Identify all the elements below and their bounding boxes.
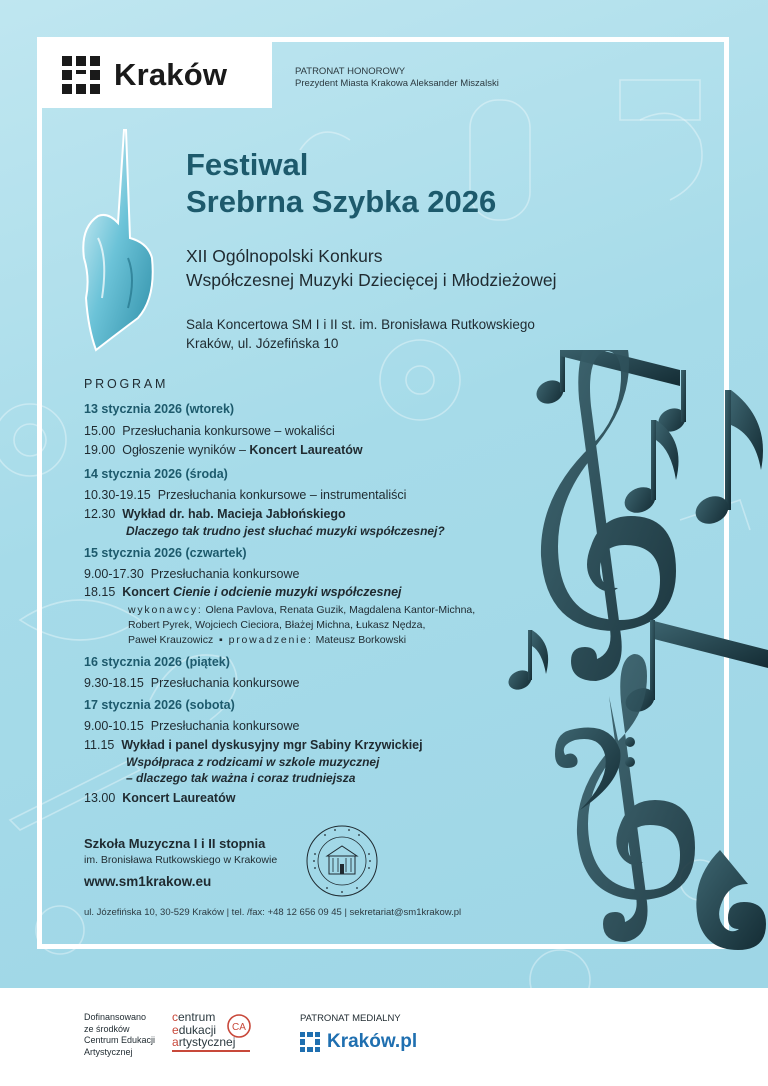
festival-subtitle [186, 244, 557, 292]
event-text: Przesłuchania konkursowe [150, 676, 300, 690]
day2-lecture-title: Dlaczego tak trudno jest słuchać muzyki współczesnej? [126, 524, 445, 538]
day3-performers [128, 603, 475, 618]
day2-event2 [84, 507, 346, 521]
cea-underline [172, 1050, 250, 1052]
event-time: 13.00 [84, 791, 116, 805]
funding-line: Centrum Edukacji [84, 1035, 156, 1045]
funding-line: ze środków [84, 1023, 130, 1034]
event-text: Przesłuchania konkursowe [150, 719, 300, 733]
violin-glass-icon [78, 128, 158, 356]
event-bold: Wykład dr. hab. Macieja Jabłońskiego [122, 507, 346, 521]
event-time: 15.00 [84, 424, 116, 438]
day5-event2 [84, 738, 423, 752]
event-text: Przesłuchania konkursowe – wokaliści [122, 424, 335, 438]
day1-event2 [84, 443, 363, 457]
program-label: PROGRAM [84, 377, 169, 391]
day5-lecture-line2: – dlaczego tak ważna i coraz trudniejsza [126, 771, 356, 785]
day5-event3 [84, 791, 235, 805]
host-label: prowadzenie: [228, 634, 313, 646]
contact-info: ul. Józefińska 10, 30-529 Kraków | tel. /fax: +48 12 656 09 45 | sekretariat@sm1krakow.pl [84, 907, 462, 918]
day3-host: Paweł Krauzowicz ▪ prowadzenie: Mateusz Borkowski [128, 634, 407, 646]
school-subtitle: im. Bronisława Rutkowskiego w Krakowie [84, 854, 278, 866]
venue-line2: Kraków, ul. Józefińska 10 [186, 336, 339, 351]
cea-line: edukacji [172, 1022, 217, 1037]
krakow-pl-logo-icon [300, 1032, 320, 1052]
event-time: 9.00-10.15 [84, 719, 144, 733]
day4-event1 [84, 676, 299, 690]
performers-line1: Olena Pavlova, Renata Guzik, Magdalena Kantor-Michna, [205, 604, 476, 616]
patronat-label: PATRONAT HONOROWY [295, 66, 406, 77]
svg-text:CA: CA [232, 1022, 246, 1033]
event-time: 10.30-19.15 [84, 488, 151, 502]
school-name: Szkoła Muzyczna I i II stopnia [84, 836, 266, 851]
day3-event1 [84, 567, 299, 581]
day5-event1 [84, 719, 299, 733]
day5-date: 17 stycznia 2026 (sobota) [84, 698, 235, 712]
patronat-honorowy [295, 66, 499, 90]
krakow-logo-icon [62, 56, 100, 94]
patronat-name: Prezydent Miasta Krakowa Aleksander Miszalski [295, 78, 499, 89]
event-time: 19.00 [84, 443, 116, 457]
event-text: Ogłoszenie wyników – [122, 443, 246, 457]
day2-event1 [84, 488, 406, 502]
day2-date: 14 stycznia 2026 (środa) [84, 467, 228, 481]
performers-line2: Robert Pyrek, Wojciech Cieciora, Błażej Michna, Łukasz Nędza, [128, 619, 426, 631]
funding-note [84, 1012, 155, 1058]
krakow-pl-logo [300, 1031, 417, 1053]
event-bold: Koncert Laureatów [249, 443, 363, 457]
performers-label: wykonawcy: [128, 604, 203, 616]
cea-line: centrum [172, 1010, 216, 1024]
school-seal-icon [305, 824, 379, 898]
cea-line: artystycznej [172, 1035, 236, 1049]
logo-text: Kraków [114, 57, 228, 92]
funding-line: Dofinansowano [84, 1012, 147, 1022]
day1-event1 [84, 424, 335, 438]
funding-line: Artystycznej [84, 1046, 133, 1057]
subtitle-line2: Współczesnej Muzyki Dziecięcej i Młodzieżowej [186, 270, 557, 290]
event-time: 9.30-18.15 [84, 676, 144, 690]
venue-line1: Sala Koncertowa SM I i II st. im. Bronisława Rutkowskiego [186, 317, 535, 332]
event-bold: Koncert [122, 585, 170, 599]
event-bold: Koncert Laureatów [122, 791, 236, 805]
krakow-pl-text: Kraków.pl [327, 1031, 418, 1052]
event-time: 11.15 [84, 738, 115, 752]
event-italic: Cienie i odcienie muzyki współczesnej [172, 585, 402, 599]
event-time: 9.00-17.30 [84, 567, 144, 581]
subtitle-line1: XII Ogólnopolski Konkurs [186, 246, 383, 266]
event-time: 18.15 [84, 585, 116, 599]
school-website-link[interactable]: www.sm1krakow.eu [84, 874, 212, 889]
cea-logo-icon [226, 1013, 252, 1039]
day5-lecture-line1: Współpraca z rodzicami w szkole muzycznej [126, 755, 380, 769]
day1-date: 13 stycznia 2026 (wtorek) [84, 402, 235, 416]
day3-date: 15 stycznia 2026 (czwartek) [84, 546, 247, 560]
krakow-logo [42, 42, 272, 108]
event-text: Przesłuchania konkursowe [150, 567, 300, 581]
music-notes-illustration [500, 350, 768, 950]
day4-date: 16 stycznia 2026 (piątek) [84, 655, 230, 669]
event-time: 12.30 [84, 507, 116, 521]
title-line1: Festiwal [186, 147, 309, 182]
media-patronat-label: PATRONAT MEDIALNY [300, 1013, 401, 1024]
title-line2: Srebrna Szybka 2026 [186, 184, 497, 219]
event-text: Przesłuchania konkursowe – instrumentaliści [157, 488, 407, 502]
event-bold: Wykład i panel dyskusyjny mgr Sabiny Krzywickiej [121, 738, 423, 752]
host-name: Mateusz Borkowski [315, 634, 407, 646]
performers-line3: Paweł Krauzowicz [128, 634, 214, 646]
festival-title [186, 146, 496, 220]
day3-event2 [84, 585, 402, 599]
venue [186, 315, 535, 353]
